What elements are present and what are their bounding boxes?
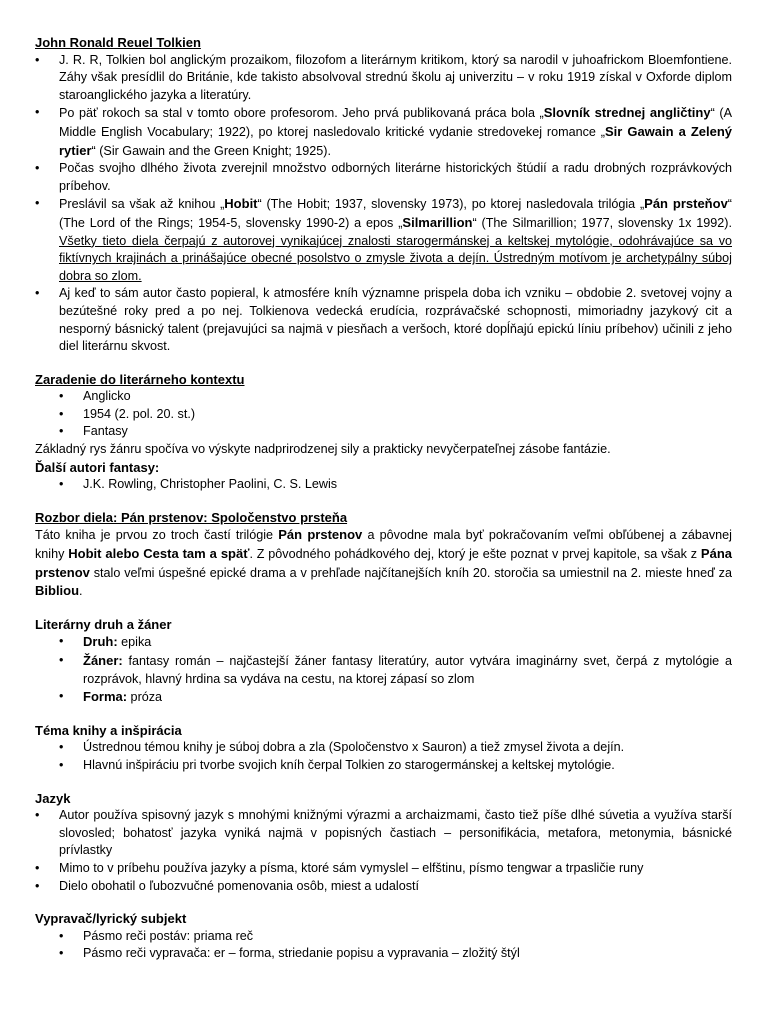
- authors-list: [35, 476, 732, 494]
- bio-heading: John Ronald Reuel Tolkien: [35, 35, 201, 50]
- genre-list: [35, 633, 732, 706]
- list-item: • Fantasy: [35, 423, 732, 441]
- context-heading: Zaradenie do literárneho kontextu: [35, 371, 245, 387]
- context-list: [35, 388, 732, 441]
- list-item: • J.K. Rowling, Christopher Paolini, C. S. Lewis: [35, 476, 732, 494]
- list-item: • Druh: epika: [35, 633, 732, 652]
- language-heading: Jazyk: [35, 790, 71, 806]
- list-item: • Aj keď to sám autor často popieral, k atmosfére kníh významne prispela doba ich vzniku – obdobie 2. svetovej vojny a bezútešné roky pred a po nej. Tolkienova vedecká erudícia, rozprávačské schopnosti, mimoriadny jazykový cit a nesporný básnický talent (prejavujúci sa najmä v piesňach a veršoch, ktoré dopĺňajú epickú líniu príbehov) učinili z jeho diel literárnu skvost.: [35, 285, 732, 355]
- list-item: • Žáner: fantasy román – najčastejší žáner fantasy literatúry, autor vytvára imaginárny svet, čerpá z mytológie a rozprávok, hlavný hrdina sa vydáva na cestu, na ktorej zápasí so zlom: [35, 652, 732, 688]
- authors-heading: Ďalší autori fantasy:: [35, 459, 160, 475]
- narrator-list: [35, 928, 732, 963]
- theme-list: [35, 739, 732, 774]
- analysis-paragraph: Táto kniha je prvou zo troch častí trilógie Pán prstenov a pôvodne mala byť pokračovaním veľmi obľúbenej a zábavnej knihy Hobit alebo Cesta tam a späť. Z pôvodného pohádkového dej, ktorý je ešte poznat v prvej kapitole, sa však z Pána prstenov stalo veľmi úspešné epické drama a v prehľade najčítanejších kníh 20. storočia sa umiestnil na 2. mieste hneď za Bibliou.: [35, 527, 732, 599]
- list-item: • Dielo obohatil o ľubozvučné pomenovania osôb, miest a udalostí: [35, 878, 732, 896]
- document-page: [35, 34, 732, 963]
- list-item: • Pásmo reči vypravača: er – forma, striedanie popisu a vypravania – zložitý štýl: [35, 945, 732, 963]
- list-item: • Ústrednou témou knihy je súboj dobra a zla (Spoločenstvo x Sauron) a tiež zmysel života a dejín.: [35, 739, 732, 757]
- list-item: • 1954 (2. pol. 20. st.): [35, 406, 732, 424]
- context-paragraph: Základný rys žánru spočíva vo výskyte nadprirodzenej sily a prakticky nevyčerpateľnej zásobe fantázie.: [35, 442, 611, 457]
- list-item: • Autor používa spisovný jazyk s mnohými knižnými výrazmi a archaizmami, často tiež píše dlhé súvetia a využíva starší slovosled; bohatosť jazyka vyniká najmä v popisných častiach – personifikácia, metafora, metonymia, básnické prívlastky: [35, 807, 732, 860]
- list-item: • Hlavnú inšpiráciu pri tvorbe svojich kníh čerpal Tolkien zo starogermánskej a keltskej mytológie.: [35, 757, 732, 775]
- list-item: • Počas svojho dlhého života zverejnil množstvo odborných literárne historických štúdií a radu drobných rozprávkových príbehov.: [35, 160, 732, 195]
- list-item: • Preslávil sa však až knihou „Hobit“ (The Hobit; 1937, slovensky 1973), po ktorej nasledovala trilógia „Pán prsteňov“ (The Lord of the Rings; 1954-5, slovensky 1990-2) a epos „Silmarillion“ (The Silmarillion; 1977, slovensky 1x 1992). Všetky tieto diela čerpajú z autorovej vynikajúcej znalosti starogermánskej a keltskej mytológie, odohrávajúce sa vo fiktívnych krajinách a prinášajúce obecné posolstvo o zmysle života a dejín. Ústredným motívom je archetypálny súboj dobra so zlom.: [35, 195, 732, 285]
- bio-list: [35, 52, 732, 356]
- list-item: • Anglicko: [35, 388, 732, 406]
- list-item: • Mimo to v príbehu používa jazyky a písma, ktoré sám vymyslel – elfštinu, písmo tengwar a trpasličie runy: [35, 860, 732, 878]
- list-item: • J. R. R, Tolkien bol anglickým prozaikom, filozofom a literárnym kritikom, ktorý sa narodil v juhoafrickom Bloemfontiene. Záhy však presídlil do Británie, kde takisto absolvoval strednú školu aj univerzitu – v roku 1919 získal v Oxforde diplom staroanglického jazyka a literatúry.: [35, 52, 732, 105]
- analysis-heading: Rozbor diela: Pán prstenov: Spoločenstvo prsteňa: [35, 509, 348, 525]
- narrator-heading: Vypravač/lyrický subjekt: [35, 911, 187, 927]
- theme-heading: Téma knihy a inšpirácia: [35, 722, 182, 738]
- list-item: • Pásmo reči postáv: priama reč: [35, 928, 732, 946]
- list-item: • Po päť rokoch sa stal v tomto obore profesorom. Jeho prvá publikovaná práca bola „Slovník strednej angličtiny“ (A Middle English Vocabulary; 1922), po ktorej nasledovalo kritické vydanie stredovekej romance „Sir Gawain a Zelený rytier“ (Sir Gawain and the Green Knight; 1925).: [35, 104, 732, 160]
- language-list: [35, 807, 732, 895]
- list-item: • Forma: próza: [35, 688, 732, 707]
- genre-heading: Literárny druh a žáner: [35, 616, 172, 632]
